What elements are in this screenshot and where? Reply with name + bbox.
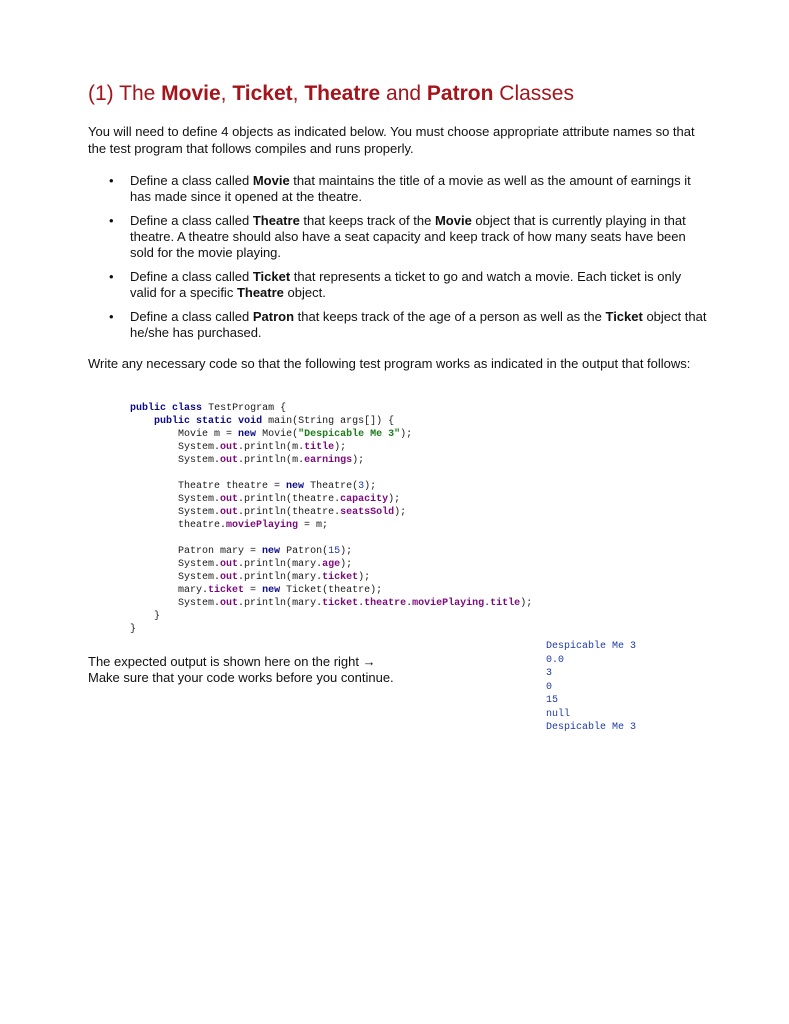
bullet-icon: • [109,173,114,188]
title-separator: , [292,82,305,105]
bullet-icon: • [109,213,114,228]
list-item-text: Define a class called [130,269,253,284]
list-item-text: Define a class called [130,213,253,228]
class-name: Movie [434,213,472,228]
title-prefix: (1) The [88,82,162,105]
list-item-text: that maintains the title of a movie as well as the amount of earnings it has made since it opened at the theatre. [130,173,691,204]
list-item-text: object that is currently playing in that theatre. A theatre should also have a seat capacity and keep track of how many seats have been sold for the movie playing. [130,213,686,260]
instructions-paragraph: Write any necessary code so that the following test program works as indicated in the output that follows: [88,356,691,371]
code-line: System.out.println(mary.ticket.theatre.moviePlaying.title); [178,598,533,609]
code-line: theatre.moviePlaying = m; [178,520,329,531]
list-item [88,173,708,205]
code-line: System.out.println(m.earnings); [178,455,365,466]
class-name: Movie [252,173,290,188]
program-output [546,640,636,735]
code-line: System.out.println(mary.ticket); [178,572,371,583]
intro-paragraph: You will need to define 4 objects as indicated below. You must choose appropriate attribute names so that the test program that follows compiles and runs properly. [88,124,695,156]
class-name: Theatre [236,285,284,300]
output-line: Despicable Me 3 [546,722,637,733]
code-line: System.out.println(m.title); [178,442,347,453]
code-line: Patron mary = new Patron(15); [178,546,353,557]
code-listing [130,402,532,636]
bullet-icon: • [109,269,114,284]
code-line: System.out.println(mary.age); [178,559,353,570]
title-suffix: Classes [493,82,574,105]
list-item-text: object. [283,285,326,300]
output-line: 3 [546,668,553,679]
code-line: Theatre theatre = new Theatre(3); [178,481,377,492]
list-item-text: that represents a ticket to go and watch a movie. Each ticket is only valid for a specific [130,269,682,300]
list-item-text: Define a class called [130,173,253,188]
bullet-icon: • [109,309,114,324]
code-line: } [130,624,137,635]
list-item-text: object that he/she has purchased. [130,309,707,340]
title-and: and [380,82,427,105]
title-theatre: Theatre [304,82,381,105]
list-item-text: that keeps track of the [299,213,435,228]
expected-output-line: Make sure that your code works before you continue. [88,670,394,685]
code-line: public static void main(String args[]) { [154,416,395,427]
class-name: Patron [252,309,295,324]
requirements-list [88,173,708,349]
output-line: null [546,708,571,720]
list-item-text: that keeps track of the age of a person as well as the [294,309,606,324]
expected-output-line: The expected output is shown here on the right → [88,654,376,669]
list-item-text: Define a class called [130,309,253,324]
title-movie: Movie [161,82,221,105]
title-separator: , [220,82,233,105]
list-item [88,309,708,341]
output-line: Despicable Me 3 [546,641,637,652]
title-ticket: Ticket [232,82,293,105]
code-line: public class TestProgram { [130,403,287,414]
class-name: Theatre [252,213,300,228]
list-item [88,213,708,261]
expected-output-note [88,654,394,686]
list-item [88,269,708,301]
title-patron: Patron [426,82,494,105]
code-line: mary.ticket = new Ticket(theatre); [178,585,383,596]
code-line: } [154,611,161,622]
output-line: 0.0 [546,654,565,666]
class-name: Ticket [252,269,291,284]
code-line: System.out.println(theatre.capacity); [178,494,401,505]
code-line: Movie m = new Movie("Despicable Me 3"); [178,429,413,440]
section-title [88,82,574,106]
output-line: 0 [546,681,553,693]
output-line: 15 [546,695,559,706]
class-name: Ticket [605,309,643,324]
code-line: System.out.println(theatre.seatsSold); [178,507,407,518]
